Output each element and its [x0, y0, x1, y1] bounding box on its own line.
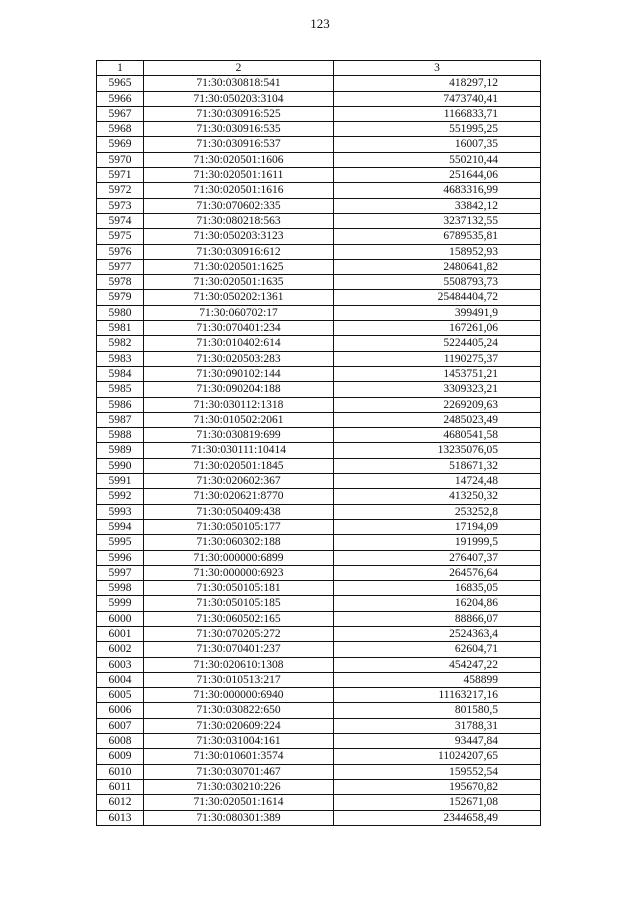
- table-row: [97, 412, 541, 427]
- table-row: [97, 290, 541, 305]
- table-row: [97, 366, 541, 381]
- cadastral-value: 13235076,05: [334, 443, 541, 458]
- cadastral-value: 159552,54: [334, 764, 541, 779]
- cadastral-number: 71:30:090102:144: [144, 366, 334, 381]
- table-row: [97, 137, 541, 152]
- table-header: [97, 61, 541, 76]
- table-row: [97, 642, 541, 657]
- row-number: 5968: [97, 122, 144, 137]
- row-number: 5997: [97, 565, 144, 580]
- cadastral-number: 71:30:020501:1635: [144, 275, 334, 290]
- cadastral-number: 71:30:030701:467: [144, 764, 334, 779]
- cadastral-value: 195670,82: [334, 779, 541, 794]
- cadastral-value: 11024207,65: [334, 749, 541, 764]
- row-number: 6006: [97, 703, 144, 718]
- cadastral-value: 413250,32: [334, 489, 541, 504]
- header-col-2: 2: [144, 61, 334, 76]
- table-row: [97, 213, 541, 228]
- table-row: [97, 596, 541, 611]
- table-row: [97, 397, 541, 412]
- cadastral-number: 71:30:020610:1308: [144, 657, 334, 672]
- cadastral-value: 253252,8: [334, 504, 541, 519]
- cadastral-value: 2485023,49: [334, 412, 541, 427]
- table-row: [97, 474, 541, 489]
- cadastral-value: 2269209,63: [334, 397, 541, 412]
- cadastral-value: 2480641,82: [334, 259, 541, 274]
- cadastral-number: 71:30:020602:367: [144, 474, 334, 489]
- table-row: [97, 382, 541, 397]
- cadastral-number: 71:30:070401:234: [144, 321, 334, 336]
- table-row: [97, 565, 541, 580]
- table-row: [97, 152, 541, 167]
- cadastral-value: 167261,06: [334, 321, 541, 336]
- row-number: 5993: [97, 504, 144, 519]
- cadastral-number: 71:30:050203:3123: [144, 229, 334, 244]
- table-row: [97, 305, 541, 320]
- cadastral-number: 71:30:050203:3104: [144, 91, 334, 106]
- table-row: [97, 336, 541, 351]
- row-number: 5978: [97, 275, 144, 290]
- row-number: 6002: [97, 642, 144, 657]
- cadastral-value: 31788,31: [334, 718, 541, 733]
- row-number: 5981: [97, 321, 144, 336]
- cadastral-number: 71:30:070602:335: [144, 198, 334, 213]
- row-number: 5971: [97, 168, 144, 183]
- row-number: 6007: [97, 718, 144, 733]
- cadastral-number: 71:30:030112:1318: [144, 397, 334, 412]
- cadastral-value: 551995,25: [334, 122, 541, 137]
- row-number: 6012: [97, 795, 144, 810]
- table-row: [97, 749, 541, 764]
- cadastral-value: 5508793,73: [334, 275, 541, 290]
- cadastral-value: 550210,44: [334, 152, 541, 167]
- table-row: [97, 779, 541, 794]
- cadastral-value: 16835,05: [334, 581, 541, 596]
- cadastral-value: 2524363,4: [334, 626, 541, 641]
- table-row: [97, 688, 541, 703]
- cadastral-value: 5224405,24: [334, 336, 541, 351]
- cadastral-value: 88866,07: [334, 611, 541, 626]
- table-row: [97, 795, 541, 810]
- cadastral-value: 1453751,21: [334, 366, 541, 381]
- cadastral-value: 251644,06: [334, 168, 541, 183]
- table-row: [97, 168, 541, 183]
- row-number: 5984: [97, 366, 144, 381]
- row-number: 5998: [97, 581, 144, 596]
- cadastral-number: 71:30:060502:165: [144, 611, 334, 626]
- cadastral-number: 71:30:020609:224: [144, 718, 334, 733]
- cadastral-value: 152671,08: [334, 795, 541, 810]
- table-row: [97, 351, 541, 366]
- row-number: 5982: [97, 336, 144, 351]
- row-number: 5991: [97, 474, 144, 489]
- row-number: 6013: [97, 810, 144, 825]
- row-number: 6009: [97, 749, 144, 764]
- table-row: [97, 611, 541, 626]
- row-number: 5990: [97, 458, 144, 473]
- row-number: 5977: [97, 259, 144, 274]
- table-row: [97, 259, 541, 274]
- table-row: [97, 703, 541, 718]
- cadastral-value: 4680541,58: [334, 428, 541, 443]
- cadastral-value: 3309323,21: [334, 382, 541, 397]
- cadastral-number: 71:30:020501:1616: [144, 183, 334, 198]
- row-number: 6005: [97, 688, 144, 703]
- cadastral-number: 71:30:030822:650: [144, 703, 334, 718]
- cadastral-number: 71:30:031004:161: [144, 734, 334, 749]
- cadastral-number: 71:30:020501:1606: [144, 152, 334, 167]
- cadastral-number: 71:30:030818:541: [144, 76, 334, 91]
- table-row: [97, 122, 541, 137]
- cadastral-value: 801580,5: [334, 703, 541, 718]
- table-row: [97, 443, 541, 458]
- row-number: 6001: [97, 626, 144, 641]
- row-number: 6003: [97, 657, 144, 672]
- row-number: 5974: [97, 213, 144, 228]
- table-row: [97, 91, 541, 106]
- table-row: [97, 519, 541, 534]
- cadastral-number: 71:30:090204:188: [144, 382, 334, 397]
- cadastral-number: 71:30:050105:181: [144, 581, 334, 596]
- cadastral-number: 71:30:000000:6899: [144, 550, 334, 565]
- table-row: [97, 718, 541, 733]
- cadastral-number: 71:30:000000:6923: [144, 565, 334, 580]
- table-row: [97, 321, 541, 336]
- cadastral-value: 518671,32: [334, 458, 541, 473]
- row-number: 5985: [97, 382, 144, 397]
- table-row: [97, 275, 541, 290]
- cadastral-value: 1190275,37: [334, 351, 541, 366]
- row-number: 5983: [97, 351, 144, 366]
- cadastral-number: 71:30:080301:389: [144, 810, 334, 825]
- cadastral-value: 158952,93: [334, 244, 541, 259]
- cadastral-value: 7473740,41: [334, 91, 541, 106]
- row-number: 6010: [97, 764, 144, 779]
- table-row: [97, 198, 541, 213]
- registry-table: [96, 60, 541, 826]
- page-number: 123: [310, 16, 330, 31]
- cadastral-number: 71:30:010601:3574: [144, 749, 334, 764]
- cadastral-number: 71:30:070205:272: [144, 626, 334, 641]
- table-row: [97, 764, 541, 779]
- cadastral-value: 399491,9: [334, 305, 541, 320]
- cadastral-number: 71:30:030111:10414: [144, 443, 334, 458]
- table-row: [97, 489, 541, 504]
- cadastral-number: 71:30:030916:537: [144, 137, 334, 152]
- table-row: [97, 458, 541, 473]
- row-number: 5973: [97, 198, 144, 213]
- cadastral-value: 418297,12: [334, 76, 541, 91]
- table-row: [97, 581, 541, 596]
- table-row: [97, 657, 541, 672]
- cadastral-number: 71:30:020501:1845: [144, 458, 334, 473]
- row-number: 5975: [97, 229, 144, 244]
- row-number: 5965: [97, 76, 144, 91]
- cadastral-value: 2344658,49: [334, 810, 541, 825]
- table-row: [97, 244, 541, 259]
- cadastral-value: 191999,5: [334, 535, 541, 550]
- cadastral-value: 16204,86: [334, 596, 541, 611]
- table-row: [97, 626, 541, 641]
- table-row: [97, 810, 541, 825]
- cadastral-value: 3237132,55: [334, 213, 541, 228]
- table-row: [97, 106, 541, 121]
- row-number: 5967: [97, 106, 144, 121]
- row-number: 5979: [97, 290, 144, 305]
- cadastral-value: 14724,48: [334, 474, 541, 489]
- cadastral-number: 71:30:030916:525: [144, 106, 334, 121]
- table-row: [97, 76, 541, 91]
- cadastral-number: 71:30:030916:612: [144, 244, 334, 259]
- header-col-3: 3: [334, 61, 541, 76]
- cadastral-number: 71:30:060702:17: [144, 305, 334, 320]
- table-body: [97, 76, 541, 826]
- table-row: [97, 428, 541, 443]
- cadastral-value: 4683316,99: [334, 183, 541, 198]
- table-row: [97, 183, 541, 198]
- cadastral-value: 25484404,72: [334, 290, 541, 305]
- row-number: 5970: [97, 152, 144, 167]
- cadastral-value: 16007,35: [334, 137, 541, 152]
- row-number: 6011: [97, 779, 144, 794]
- cadastral-value: 1166833,71: [334, 106, 541, 121]
- table-row: [97, 550, 541, 565]
- cadastral-number: 71:30:020503:283: [144, 351, 334, 366]
- row-number: 5972: [97, 183, 144, 198]
- row-number: 5988: [97, 428, 144, 443]
- cadastral-number: 71:30:030819:699: [144, 428, 334, 443]
- cadastral-number: 71:30:020501:1625: [144, 259, 334, 274]
- cadastral-number: 71:30:020501:1614: [144, 795, 334, 810]
- row-number: 5987: [97, 412, 144, 427]
- cadastral-value: 62604,71: [334, 642, 541, 657]
- header-col-1: 1: [97, 61, 144, 76]
- table-row: [97, 504, 541, 519]
- row-number: 5996: [97, 550, 144, 565]
- cadastral-number: 71:30:010502:2061: [144, 412, 334, 427]
- table-row: [97, 734, 541, 749]
- row-number: 5999: [97, 596, 144, 611]
- cadastral-number: 71:30:030916:535: [144, 122, 334, 137]
- cadastral-number: 71:30:050202:1361: [144, 290, 334, 305]
- row-number: 5980: [97, 305, 144, 320]
- table-row: [97, 672, 541, 687]
- cadastral-number: 71:30:020621:8770: [144, 489, 334, 504]
- cadastral-value: 264576,64: [334, 565, 541, 580]
- cadastral-value: 17194,09: [334, 519, 541, 534]
- table-row: [97, 229, 541, 244]
- cadastral-value: 93447,84: [334, 734, 541, 749]
- cadastral-number: 71:30:020501:1611: [144, 168, 334, 183]
- row-number: 5989: [97, 443, 144, 458]
- row-number: 6000: [97, 611, 144, 626]
- cadastral-value: 276407,37: [334, 550, 541, 565]
- row-number: 5992: [97, 489, 144, 504]
- row-number: 5995: [97, 535, 144, 550]
- cadastral-number: 71:30:010513:217: [144, 672, 334, 687]
- cadastral-number: 71:30:010402:614: [144, 336, 334, 351]
- row-number: 5969: [97, 137, 144, 152]
- row-number: 6008: [97, 734, 144, 749]
- cadastral-value: 458899: [334, 672, 541, 687]
- cadastral-number: 71:30:030210:226: [144, 779, 334, 794]
- table-row: [97, 535, 541, 550]
- cadastral-number: 71:30:070401:237: [144, 642, 334, 657]
- row-number: 5976: [97, 244, 144, 259]
- cadastral-number: 71:30:050105:177: [144, 519, 334, 534]
- cadastral-value: 11163217,16: [334, 688, 541, 703]
- cadastral-number: 71:30:080218:563: [144, 213, 334, 228]
- row-number: 5986: [97, 397, 144, 412]
- row-number: 5994: [97, 519, 144, 534]
- header-row: [97, 61, 541, 76]
- row-number: 6004: [97, 672, 144, 687]
- cadastral-value: 454247,22: [334, 657, 541, 672]
- cadastral-number: 71:30:060302:188: [144, 535, 334, 550]
- cadastral-number: 71:30:000000:6940: [144, 688, 334, 703]
- cadastral-number: 71:30:050409:438: [144, 504, 334, 519]
- row-number: 5966: [97, 91, 144, 106]
- cadastral-number: 71:30:050105:185: [144, 596, 334, 611]
- cadastral-value: 6789535,81: [334, 229, 541, 244]
- cadastral-value: 33842,12: [334, 198, 541, 213]
